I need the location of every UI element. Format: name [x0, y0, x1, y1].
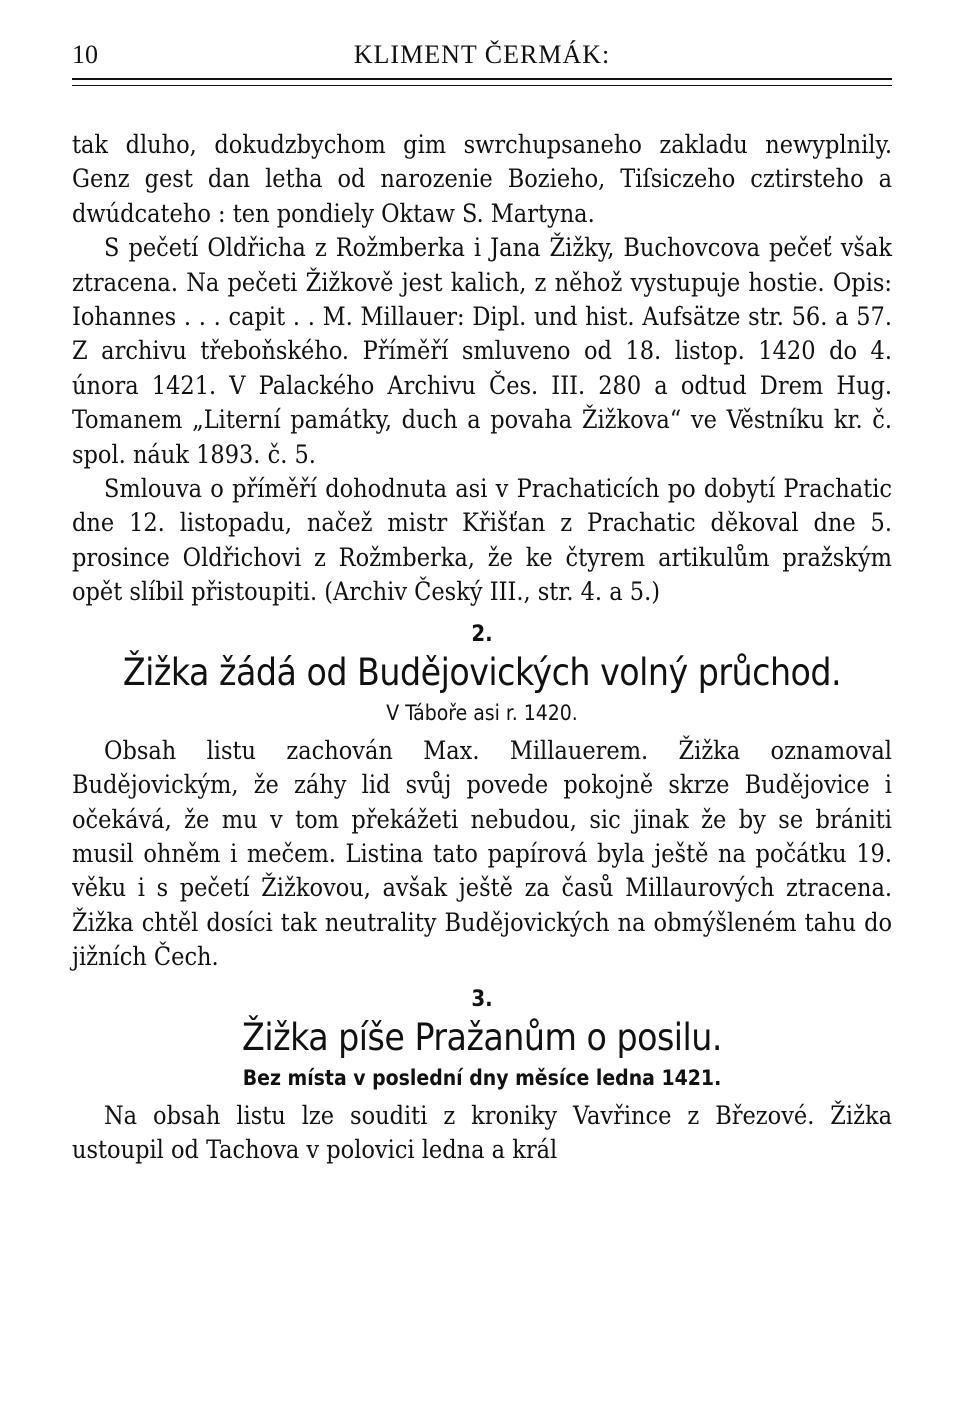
header-rule-thin [72, 85, 892, 86]
paragraph: Smlouva o příměří dohodnuta asi v Prachaticích po dobytí Prachatic dne 12. listopadu, načež mistr Křišťan z Prachatic děkoval dne 5. prosince Oldřichovi z Rožmberka, že ke čtyrem artikulům pražským opět slíbil přistoupiti. (Archiv Český III., str. 4. a 5.) [72, 474, 892, 607]
section-dateline: V Táboře asi r. 1420. [386, 700, 578, 725]
running-title: KLIMENT ČERMÁK: [353, 40, 611, 69]
paragraph: S pečetí Oldřicha z Rožmberka i Jana Žižky, Buchovcova pečeť však ztracena. Na pečeti Žižkově jest kalich, z něhož vystupuje hostie. Opis: Iohannes . . . capit . . M. Millauer: Dipl. und hist. Aufsätze str. 56. a 57. Z archivu třeboňského. Příměří smluveno od 18. listop. 1420 do 4. února 1421. V Palackého Archivu Čes. III. 280 a odtud Drem Hug. Tomanem „Literní památky, duch a povaha Žižkova“ ve Věstníku kr. č. spol. náuk 1893. č. 5. [72, 233, 892, 469]
paragraph: Na obsah listu lze souditi z kroniky Vavřince z Březové. Žižka ustoupil od Tachova v polovici ledna a král [72, 1100, 892, 1164]
header-rule [72, 78, 892, 80]
paragraph: Obsah listu zachován Max. Millauerem. Žižka oznamoval Budějovickým, že záhy lid svůj povede pokojně skrze Budějovice i očekává, že mu v tom překážeti nebudou, sic jinak že by se brániti musil ohněm i mečem. Listina tato papírová byla ještě na počátku 19. věku i s pečetí Žižkovou, avšak ještě za časů Millaurových ztracena. Žižka chtěl dosíci tak neutrality Budějovických na obmýšleném tahu do jižních Čech. [72, 735, 892, 972]
page-header [72, 40, 892, 80]
section-number: 3. [471, 986, 493, 1012]
section-dateline: Bez místa v poslední dny měsíce ledna 1421. [242, 1065, 722, 1090]
section-title: Žižka žádá od Budějovických volný průchod. [122, 650, 842, 694]
page-number: 10 [72, 40, 98, 69]
book-page [72, 40, 892, 1164]
section-number: 2. [471, 621, 493, 647]
section-title: Žižka píše Pražanům o posilu. [242, 1015, 722, 1059]
paragraph: tak dluho, dokudzbychom gim swrchupsaneho zakladu newyplnily. Genz gest dan letha od narozenie Bozieho, Tiſsiczeho cztirsteho a dwúdcateho : ten pondiely Oktaw S. Martyna. [72, 130, 892, 228]
page-body [72, 128, 892, 1167]
